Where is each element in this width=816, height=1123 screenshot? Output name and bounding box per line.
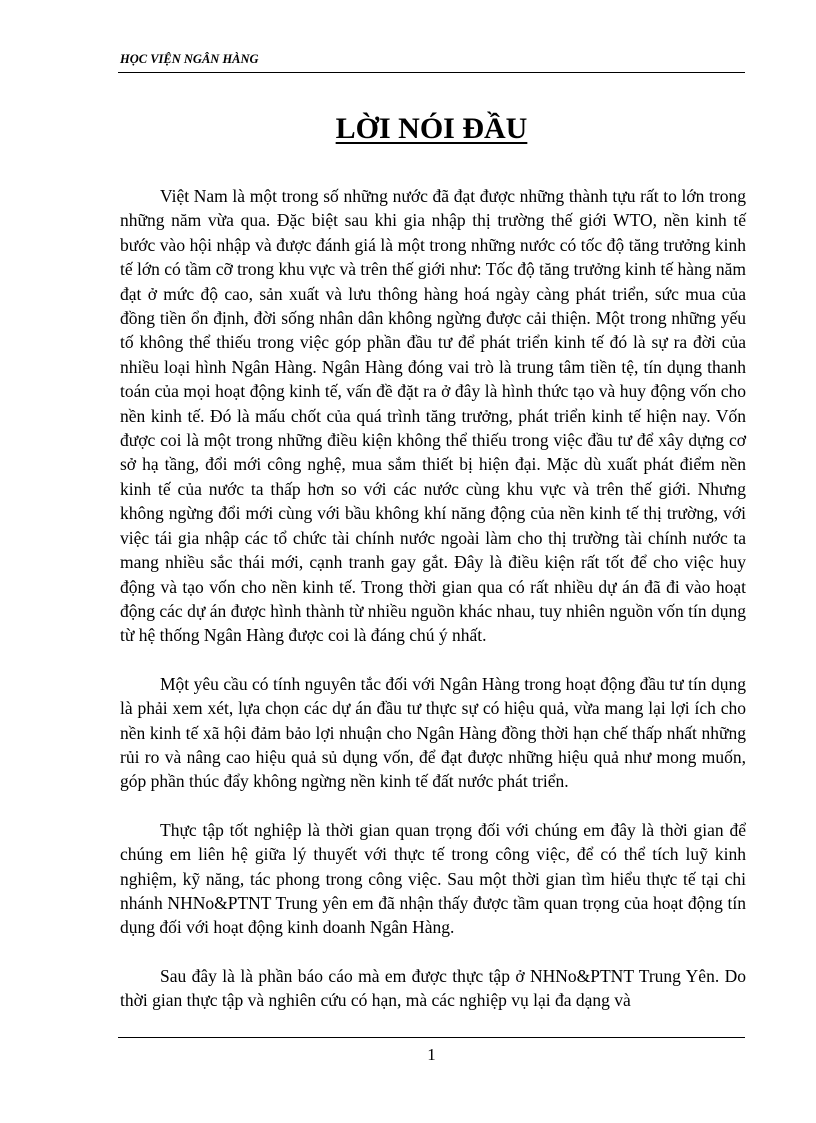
paragraph-2: Một yêu cầu có tính nguyên tắc đối với Ngân Hàng trong hoạt động đầu tư tín dụng là phải xem xét, lựa chọn các dự án đầu tư thực sự có hiệu quả, vừa mang lại lợi ích cho nền kinh tế xã hội đảm bảo lợi nhuận cho Ngân Hàng đồng thời hạn chế thấp nhất những rủi ro và nâng cao hiệu quả sủ dụng vốn, để đạt được những hiệu quả như mong muốn, góp phần thúc đẩy không ngừng nền kinh tế đất nước phát triển. — [120, 673, 746, 792]
paragraph-3: Thực tập tốt nghiệp là thời gian quan trọng đối với chúng em đây là thời gian để chúng em liên hệ giữa lý thuyết với thực tế trong công việc, để có thể tích luỹ kinh nghiệm, kỹ năng, tác phong trong công việc. Sau một thời gian tìm hiểu thực tế tại chi nhánh NHNo&PTNT Trung yên em đã nhận thấy được tầm quan trọng của hoạt động tín dụng đối với hoạt động kinh doanh Ngân Hàng. — [120, 819, 746, 938]
running-header — [118, 50, 745, 73]
page-number: 1 — [427, 1045, 436, 1064]
paragraph-1: Việt Nam là một trong số những nước đã đạt được những thành tựu rất to lớn trong những năm vừa qua. Đặc biệt sau khi gia nhập thị trường thế giới WTO, nền kinh tế bước vào hội nhập và được đánh giá là một trong những nước có tốc độ tăng trưởng kinh tế lớn có tầm cỡ trong khu vực và trên thế giới như: Tốc độ tăng trưởng kinh tế hàng năm đạt ở mức độ cao, sản xuất và lưu thông hàng hoá ngày càng phát triển, sức mua của đồng tiền ổn định, đời sống nhân dân không ngừng được cải thiện. Một trong những yếu tố không thể thiếu trong việc góp phần đầu tư để phát triển kinh tế đó là sự ra đời của nhiều loại hình Ngân Hàng. Ngân Hàng đóng vai trò là trung tâm tiền tệ, tín dụng thanh toán của mọi hoạt động kinh tế, vấn đề đặt ra ở đây là hình thức tạo và huy động vốn cho nền kinh tế. Đó là mấu chốt của quá trình tăng trưởng, phát triển kinh tế hiện nay. Vốn được coi là một trong những điều kiện không thể thiếu trong việc đầu tư để xây dựng cơ sở hạ tầng, đổi mới công nghệ, mua sắm thiết bị hiện đại. Mặc dù xuất phát điểm nền kinh tế của nước ta thấp hơn so với các nước cùng khu vực và trên thế giới. Nhưng không ngừng đổi mới cùng với bầu không khí năng động của nền kinh tế thị trường, với việc tái gia nhập các tổ chức tài chính nước ngoài làm cho thị trường tài chính nước ta mang nhiều sắc thái mới, cạnh tranh gay gắt. Đây là điều kiện rất tốt để cho việc huy động và tạo vốn cho nền kinh tế. Trong thời gian qua có rất nhiều dự án đã đi vào hoạt động các dự án được hình thành từ nhiều nguồn khác nhau, tuy nhiên nguồn vốn tín dụng từ hệ thống Ngân Hàng được coi là đáng chú ý nhất. — [120, 186, 746, 646]
header-title: HỌC VIỆN NGÂN HÀNG — [120, 52, 259, 66]
footer-divider — [118, 1037, 745, 1038]
page-title — [118, 112, 745, 146]
document-body — [120, 184, 746, 1037]
paragraph-4: Sau đây là là phần báo cáo mà em được thực tập ở NHNo&PTNT Trung Yên. Do thời gian thực tập và nghiên cứu có hạn, mà các nghiệp vụ lại đa dạng và — [120, 965, 746, 1011]
page-title-text: LỜI NÓI ĐẦU — [335, 112, 528, 145]
